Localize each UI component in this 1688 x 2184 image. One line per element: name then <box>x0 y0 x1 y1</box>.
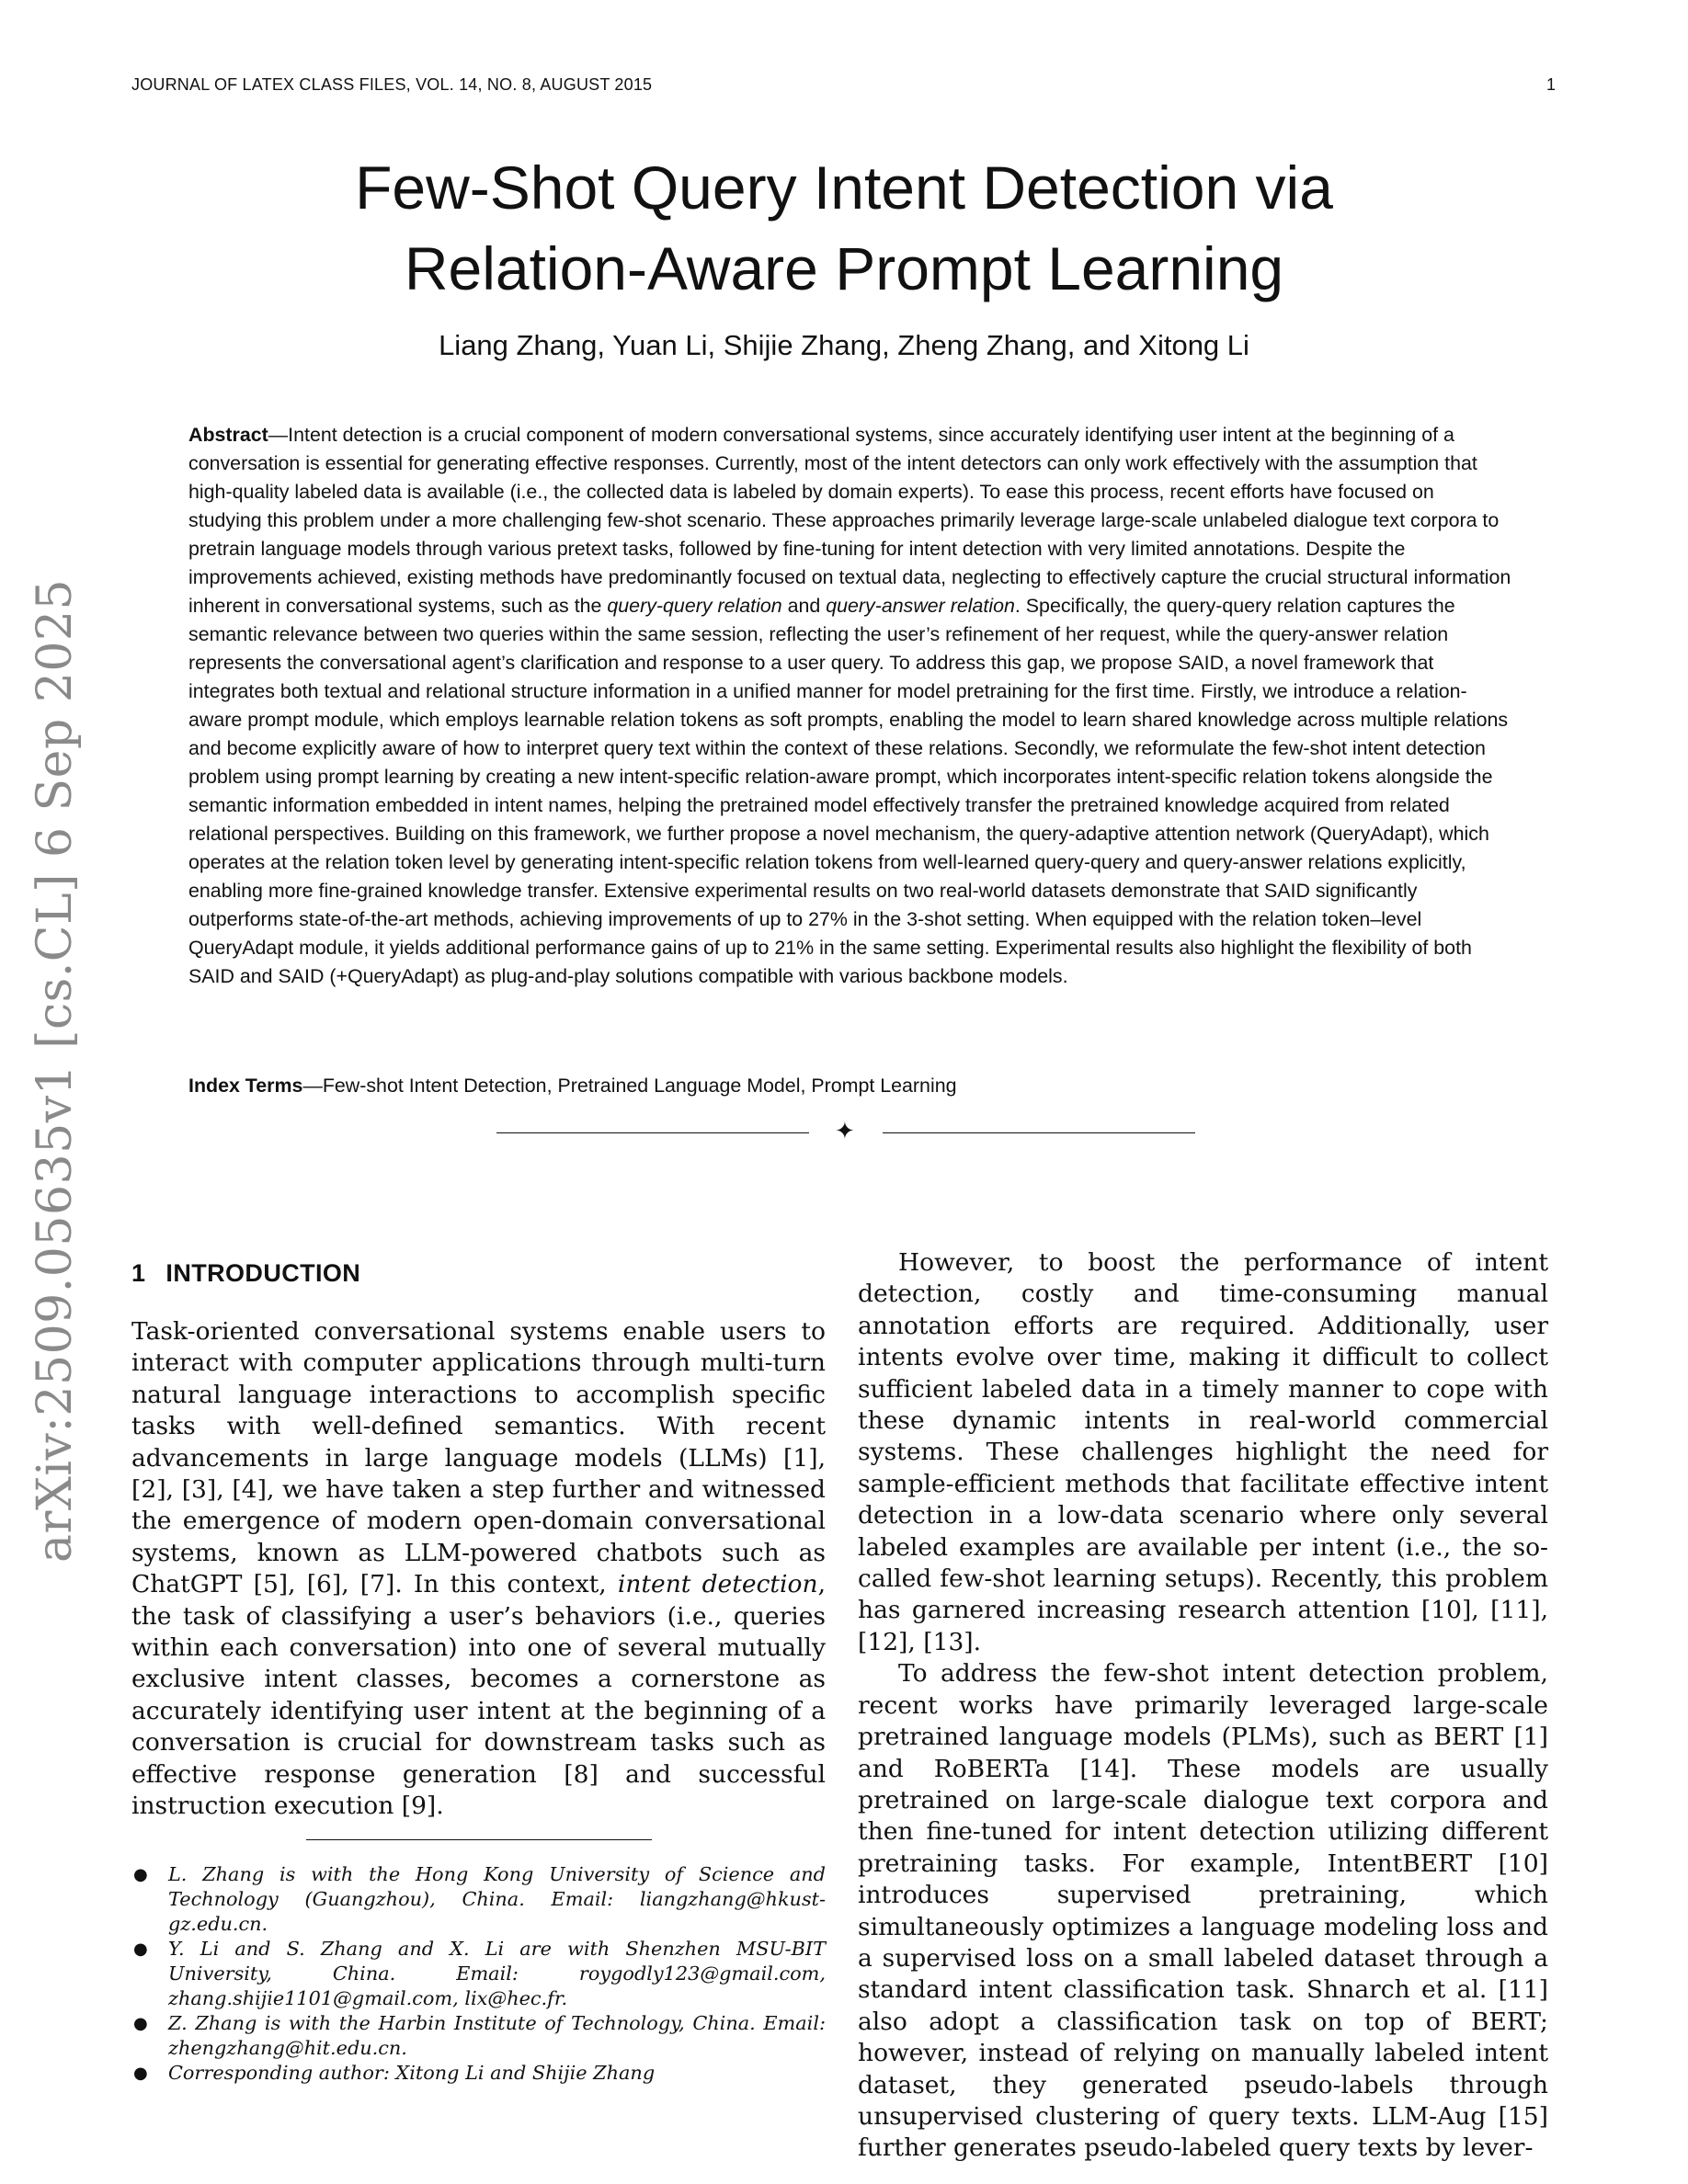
footnote-item <box>131 2061 826 2086</box>
bullet-icon: ● <box>133 1865 148 1884</box>
section-title: INTRODUCTION <box>165 1259 361 1287</box>
journal-header: JOURNAL OF LATEX CLASS FILES, VOL. 14, NO. 8, AUGUST 2015 <box>131 75 653 94</box>
intro-paragraph-2: However, to boost the performance of intent detection, costly and time-consuming manual annotation efforts are required. Additionally, user intents evolve over time, making it difficult to collect sufficient labeled data in a timely manner to cope with these dynamic intents in real-world commercial systems. These challenges highlight the need for sample-efficient methods that facilitate effective intent detection in a low-data scenario where only several labeled examples are available per intent (i.e., the so-called few-shot learning setups). Recently, this problem has garnered increasing research attention [10], [11], [12], [13]. <box>858 1248 1548 1656</box>
paper-title <box>131 147 1557 309</box>
section-number: 1 <box>131 1259 146 1287</box>
divider-line-right <box>883 1132 1195 1133</box>
index-terms-label: Index Terms <box>188 1075 303 1097</box>
right-column <box>858 1247 1548 2165</box>
abstract-and: and <box>781 595 827 617</box>
section-heading <box>131 1259 360 1288</box>
author-list: Liang Zhang, Yuan Li, Shijie Zhang, Zheng Zhang, and Xitong Li <box>439 329 1249 361</box>
intro-p1-text-b: , the task of classifying a user’s behaviors (i.e., queries within each conversation) into one of several mutually exclusive intent classes, becomes a cornerstone as accurately identifying user intent at the beginning of a conversation is crucial for downstream tasks such as effective response generation [8] and successful instruction execution [9]. <box>131 1570 826 1821</box>
arxiv-stamp-text: arXiv:2509.05635v1 [cs.CL] 6 Sep 2025 <box>28 578 83 1563</box>
bullet-icon: ● <box>133 1939 148 1959</box>
page-number: 1 <box>1545 75 1556 94</box>
abstract: Abstract—Intent detection is a crucial component of modern conversational systems, since accurately identifying user intent at the beginning of a conversation is essential for generating effective responses. Currently, most of the intent detectors can only work effectively with the assumption that high-quality labeled data is available (i.e., the collected data is labeled by domain experts). To ease this process, recent efforts have focused on studying this problem under a more challenging few-shot scenario. These approaches primarily leverage large-scale unlabeled dialogue text corpora to pretrain language models through various pretext tasks, followed by fine-tuning for intent detection with very limited annotations. Despite the improvements achieved, existing methods have predominantly focused on textual data, neglecting to effectively capture the crucial structural information inherent in conversational systems, such as the query-query relation and query-answer relation. Specifically, the query-query relation captures the semantic relevance between two queries within the same session, reflecting the user’s refinement of her request, while the query-answer relation represents the conversational agent’s clarification and response to a user query. To address this gap, we propose SAID, a novel framework that integrates both textual and relational structure information in a unified manner for model pretraining for the first time. Firstly, we introduce a relation-aware prompt module, which employs learnable relation tokens as soft prompts, enabling the model to learn shared knowledge across multiple relations and become explicitly aware of how to interpret query text within the context of these relations. Secondly, we reformulate the few-shot intent detection problem using prompt learning by creating a new intent-specific relation-aware prompt, which incorporates intent-specific relation tokens alongside the semantic information embedded in intent names, helping the pretrained model effectively transfer the pretrained knowledge acquired from related relational perspectives. Building on this framework, we further propose a novel mechanism, the query-adaptive attention network (QueryAdapt), which operates at the relation token level by generating intent-specific relation tokens from well-learned query-query and query-answer relations explicitly, enabling more fine-grained knowledge transfer. Extensive experimental results on two real-world datasets demonstrate that SAID significantly outperforms state-of-the-art methods, achieving improvements of up to 27% in the 3-shot setting. When equipped with the relation token–level QueryAdapt module, it yields additional performance gains of up to 21% in the same setting. Experimental results also highlight the flexibility of both SAID and SAID (+QueryAdapt) as plug-and-play solutions compatible with various backbone models. <box>188 424 1511 987</box>
abstract-text-1: Intent detection is a crucial component of modern conversational systems, since accurately identifying user intent at the beginning of a conversation is essential for generating effective responses. Currently, most of the intent detectors can only work effectively with the assumption that high-quality labeled data is available (i.e., the collected data is labeled by domain experts). To ease this process, recent efforts have focused on studying this problem under a more challenging few-shot scenario. These approaches primarily leverage large-scale unlabeled dialogue text corpora to pretrain language models through various pretext tasks, followed by fine-tuning for intent detection with very limited annotations. Despite the improvements achieved, existing methods have predominantly focused on textual data, neglecting to effectively capture the crucial structural information inherent in conversational systems, such as the <box>188 424 1511 617</box>
divider-line-left <box>496 1132 809 1133</box>
intro-paragraph-3: To address the few-shot intent detection problem, recent works have primarily leveraged large-scale pretrained language models (PLMs), such as BERT [1] and RoBERTa [14]. These models are usually pretrained on large-scale dialogue text corpora and then fine-tuned for intent detection utilizing different pretraining tasks. For example, IntentBERT [10] introduces supervised pretraining, which simultaneously optimizes a language modeling loss and a supervised loss on a small labeled dataset through a standard intent classification task. Shnarch et al. [11] also adopt a classification task on top of BERT; however, instead of relying on manually labeled intent dataset, they generated pseudo-labels through unsupervised clustering of query texts. LLM-Aug [15] further generates pseudo-labeled query texts by lever- <box>858 1659 1548 2163</box>
footnote-item <box>131 2011 826 2061</box>
abstract-italic-query-answer: query-answer relation <box>826 595 1015 617</box>
intro-p1-italic: intent detection <box>617 1570 818 1599</box>
footnote-text: Corresponding author: Xitong Li and Shijie Zhang <box>168 2062 656 2084</box>
footnote-item <box>131 1937 826 2011</box>
bullet-icon: ● <box>133 2014 148 2033</box>
bullet-icon: ● <box>133 2064 148 2083</box>
footnote-text: L. Zhang is with the Hong Kong University of Science and Technology (Guangzhou), China. Email: liangzhang@hkust-gz.edu.cn. <box>168 1863 826 1935</box>
abstract-italic-query-query: query-query relation <box>607 595 782 617</box>
footnote-text: Z. Zhang is with the Harbin Institute of Technology, China. Email: zhengzhang@hit.edu.cn. <box>168 2012 826 2059</box>
abstract-text-2: . Specifically, the query-query relation captures the semantic relevance between two queries within the same session, reflecting the user’s refinement of her request, while the query-answer relation represents the conversational agent’s clarification and response to a user query. To address this gap, we propose SAID, a novel framework that integrates both textual and relational structure information in a unified manner for model pretraining for the first time. Firstly, we introduce a relation-aware prompt module, which employs learnable relation tokens as soft prompts, enabling the model to learn shared knowledge across multiple relations and become explicitly aware of how to interpret query text within the context of these relations. Secondly, we reformulate the few-shot intent detection problem using prompt learning by creating a new intent-specific relation-aware prompt, which incorporates intent-specific relation tokens alongside the semantic information embedded in intent names, helping the pretrained model effectively transfer the pretrained knowledge acquired from related relational perspectives. Building on this framework, we further propose a novel mechanism, the query-adaptive attention network (QueryAdapt), which operates at the relation token level by generating intent-specific relation tokens from well-learned query-query and query-answer relations explicitly, enabling more fine-grained knowledge transfer. Extensive experimental results on two real-world datasets demonstrate that SAID significantly outperforms state-of-the-art methods, achieving improvements of up to 27% in the 3-shot setting. When equipped with the relation token–level QueryAdapt module, it yields additional performance gains of up to 21% in the same setting. Experimental results also highlight the flexibility of both SAID and SAID (+QueryAdapt) as plug-and-play solutions compatible with various backbone models. <box>188 595 1509 987</box>
index-terms: Index Terms—Few-shot Intent Detection, Pretrained Language Model, Prompt Learning <box>188 1075 957 1097</box>
left-column <box>131 1316 826 1823</box>
divider-star-icon: ✦ <box>835 1118 855 1144</box>
intro-p1-text-a: Task-oriented conversational systems enable users to interact with computer applications through multi-turn natural language interactions to accomplish specific tasks with well-defined semantics. With recent advancements in large language models (LLMs) [1], [2], [3], [4], we have taken a step further and witnessed the emergence of modern open-domain conversational systems, known as LLM-powered chatbots such as ChatGPT [5], [6], [7]. In this context, <box>131 1317 826 1599</box>
abstract-label: Abstract <box>188 424 268 446</box>
footnote-rule <box>306 1839 652 1840</box>
footnotes <box>131 1862 826 2086</box>
section-divider <box>496 1118 1195 1144</box>
index-terms-text: Few-shot Intent Detection, Pretrained Language Model, Prompt Learning <box>322 1075 957 1097</box>
title-line-2: Relation-Aware Prompt Learning <box>404 234 1284 302</box>
footnote-text: Y. Li and S. Zhang and X. Li are with Shenzhen MSU-BIT University, China. Email: roygodly123@gmail.com, zhang.shijie1101@gmail.com, lix@hec.fr. <box>168 1938 826 2009</box>
intro-paragraph-1 <box>131 1316 826 1823</box>
footnote-item <box>131 1862 826 1937</box>
title-line-1: Few-Shot Query Intent Detection via <box>355 154 1333 222</box>
